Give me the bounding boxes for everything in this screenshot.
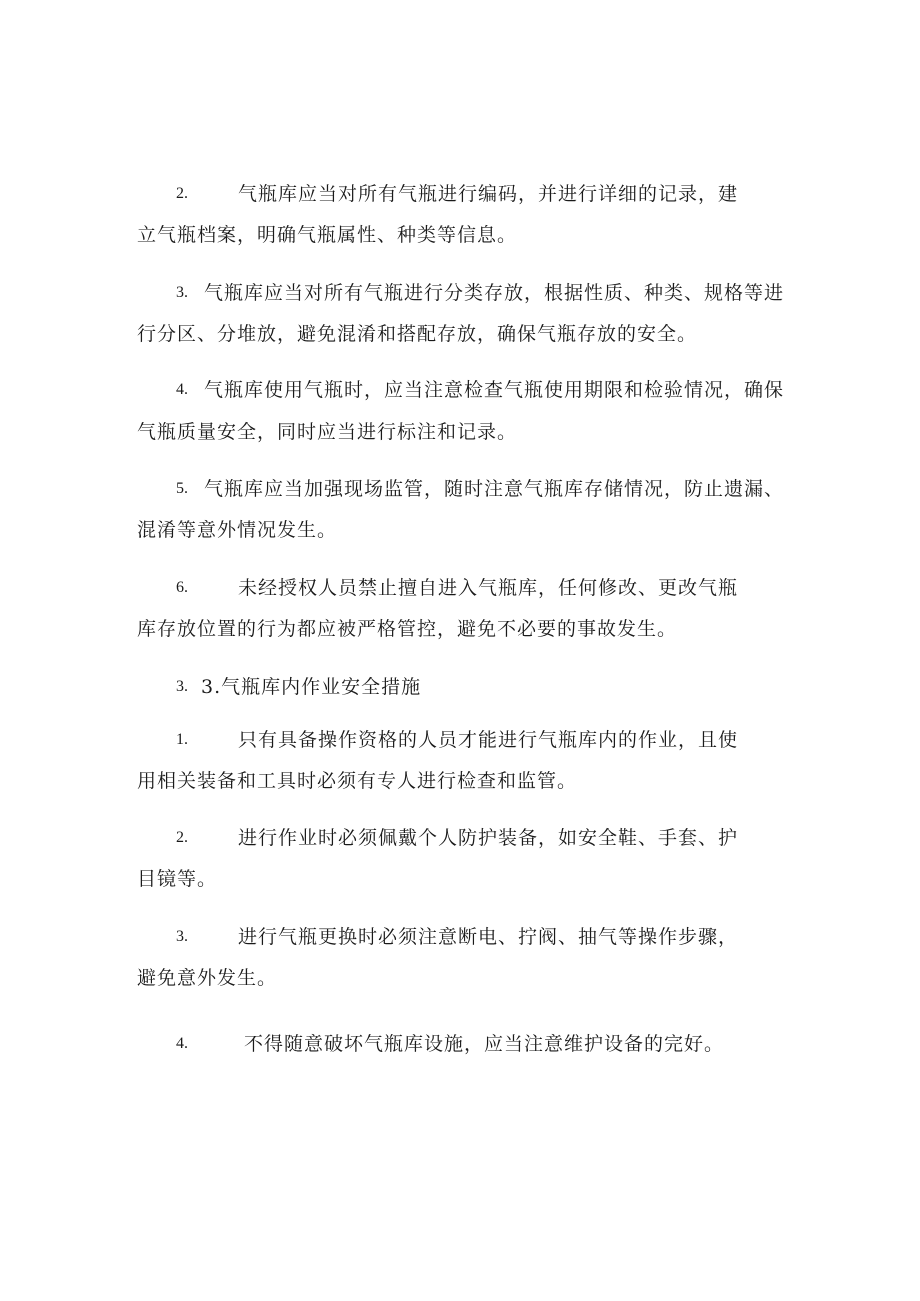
item-text-line: 库存放位置的行为都应被严格管控，避免不必要的事故发生。 [137,618,678,640]
section-heading: 3.气瓶库内作业安全措施 [201,676,422,698]
item-number: 6. [176,579,188,596]
item-text-line: 未经授权人员禁止擅自进入气瓶库，任何修改、更改气瓶 [238,577,739,599]
item-text-line: 气瓶库应当对所有气瓶进行分类存放，根据性质、种类、规格等进 [204,282,785,304]
item-number: 4. [176,381,188,398]
measure-text-line: 进行气瓶更换时必须注意断电、拧阀、抽气等操作步骤， [238,926,739,948]
item-text-line: 气瓶库应当对所有气瓶进行编码，并进行详细的记录，建 [238,183,739,205]
measure-number: 3. [176,928,188,945]
section-number: 3. [176,678,188,695]
measure-number: 1. [176,731,188,748]
measure-text-line: 目镜等。 [137,868,218,890]
item-text-line: 立气瓶档案，明确气瓶属性、种类等信息。 [137,224,518,246]
measure-text-line: 避免意外发生。 [137,967,278,989]
item-text-line: 混淆等意外情况发生。 [137,519,338,541]
item-text-line: 气瓶库应当加强现场监管，随时注意气瓶库存储情况，防止遗漏、 [204,478,785,500]
item-number: 2. [176,185,188,202]
item-number: 5. [176,480,188,497]
measure-text-line: 只有具备操作资格的人员才能进行气瓶库内的作业，且使 [238,729,739,751]
item-number: 3. [176,284,188,301]
measure-number: 4. [176,1035,188,1052]
item-text-line: 行分区、分堆放，避免混淆和搭配存放，确保气瓶存放的安全。 [137,323,698,345]
measure-text-line: 进行作业时必须佩戴个人防护装备，如安全鞋、手套、护 [238,827,739,849]
measure-text-line: 不得随意破坏气瓶库设施，应当注意维护设备的完好。 [244,1033,725,1055]
measure-number: 2. [176,829,188,846]
measure-text-line: 用相关装备和工具时必须有专人进行检查和监管。 [137,770,578,792]
item-text-line: 气瓶质量安全，同时应当进行标注和记录。 [137,421,518,443]
item-text-line: 气瓶库使用气瓶时，应当注意检查气瓶使用期限和检验情况，确保 [204,379,785,401]
